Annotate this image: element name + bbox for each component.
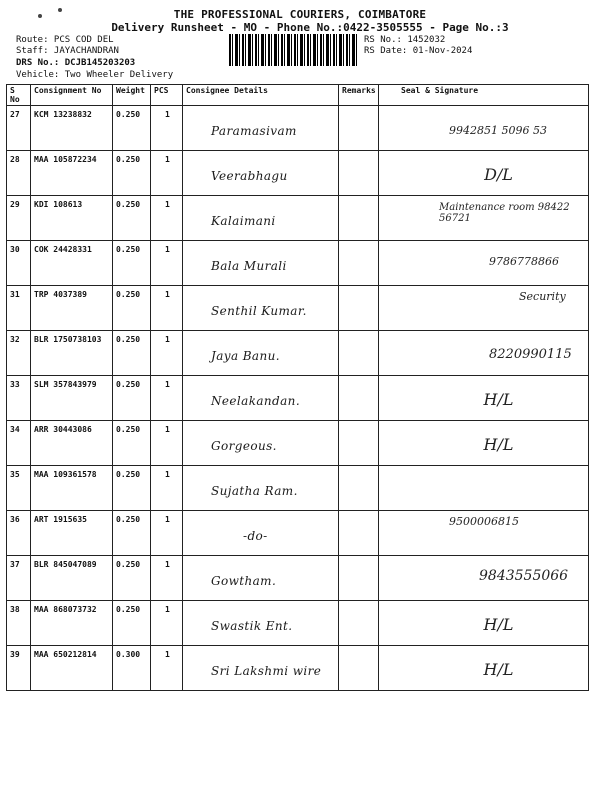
handwritten-signature: H/L bbox=[483, 435, 514, 454]
cell-pcs: 1 bbox=[151, 331, 183, 376]
cell-remarks bbox=[339, 511, 379, 556]
handwritten-name: Senthil Kumar. bbox=[211, 304, 307, 318]
cell-sno: 37 bbox=[7, 556, 31, 601]
cell-sno: 35 bbox=[7, 466, 31, 511]
cell-weight: 0.250 bbox=[113, 196, 151, 241]
cell-sno: 34 bbox=[7, 421, 31, 466]
cell-signature bbox=[379, 241, 589, 286]
cell-consignment: BLR 1750738103 bbox=[31, 331, 113, 376]
cell-sno: 39 bbox=[7, 646, 31, 691]
cell-consignee bbox=[183, 286, 339, 331]
handwritten-name: Bala Murali bbox=[211, 259, 287, 273]
cell-weight: 0.250 bbox=[113, 331, 151, 376]
handwritten-name: Swastik Ent. bbox=[211, 619, 293, 633]
cell-weight: 0.250 bbox=[113, 421, 151, 466]
handwritten-signature: 9786778866 bbox=[489, 255, 559, 268]
drs-text: DRS No.: DCJB145203203 bbox=[16, 58, 136, 68]
cell-consignee bbox=[183, 331, 339, 376]
cell-sno: 38 bbox=[7, 601, 31, 646]
cell-signature bbox=[379, 646, 589, 691]
col-pcs: PCS bbox=[151, 85, 183, 106]
cell-remarks bbox=[339, 196, 379, 241]
handwritten-name: Sujatha Ram. bbox=[211, 484, 298, 498]
handwritten-signature: H/L bbox=[483, 390, 514, 409]
cell-consignee bbox=[183, 646, 339, 691]
cell-signature bbox=[379, 466, 589, 511]
cell-pcs: 1 bbox=[151, 106, 183, 151]
cell-sno: 29 bbox=[7, 196, 31, 241]
cell-consignment: BLR 845047089 bbox=[31, 556, 113, 601]
cell-weight: 0.250 bbox=[113, 601, 151, 646]
cell-remarks bbox=[339, 331, 379, 376]
cell-pcs: 1 bbox=[151, 241, 183, 286]
table-row bbox=[7, 466, 589, 511]
cell-consignee bbox=[183, 466, 339, 511]
cell-pcs: 1 bbox=[151, 646, 183, 691]
cell-signature bbox=[379, 106, 589, 151]
cell-consignment: KCM 13238832 bbox=[31, 106, 113, 151]
table-header-row bbox=[7, 85, 589, 106]
handwritten-name: Gorgeous. bbox=[211, 439, 277, 453]
cell-weight: 0.250 bbox=[113, 286, 151, 331]
barcode bbox=[229, 34, 357, 66]
cell-consignment: SLM 357843979 bbox=[31, 376, 113, 421]
col-signature: Seal & Signature bbox=[379, 85, 589, 106]
cell-weight: 0.250 bbox=[113, 376, 151, 421]
cell-remarks bbox=[339, 556, 379, 601]
cell-signature bbox=[379, 511, 589, 556]
cell-consignee bbox=[183, 601, 339, 646]
cell-consignment: KDI 108613 bbox=[31, 196, 113, 241]
cell-pcs: 1 bbox=[151, 556, 183, 601]
cell-sno: 28 bbox=[7, 151, 31, 196]
handwritten-signature: 9843555066 bbox=[479, 568, 569, 584]
cell-pcs: 1 bbox=[151, 151, 183, 196]
cell-consignment: COK 24428331 bbox=[31, 241, 113, 286]
cell-consignee bbox=[183, 421, 339, 466]
cell-consignment: MAA 105872234 bbox=[31, 151, 113, 196]
col-weight: Weight bbox=[113, 85, 151, 106]
cell-remarks bbox=[339, 106, 379, 151]
cell-remarks bbox=[339, 241, 379, 286]
cell-signature bbox=[379, 556, 589, 601]
cell-pcs: 1 bbox=[151, 376, 183, 421]
cell-remarks bbox=[339, 376, 379, 421]
cell-pcs: 1 bbox=[151, 196, 183, 241]
handwritten-name: Jaya Banu. bbox=[211, 349, 280, 363]
col-remarks: Remarks bbox=[339, 85, 379, 106]
cell-consignment: MAA 650212814 bbox=[31, 646, 113, 691]
handwritten-name: -do- bbox=[243, 529, 268, 543]
cell-sno: 31 bbox=[7, 286, 31, 331]
handwritten-signature: Maintenance room 98422 56721 bbox=[439, 202, 570, 224]
cell-weight: 0.250 bbox=[113, 511, 151, 556]
cell-pcs: 1 bbox=[151, 421, 183, 466]
cell-signature bbox=[379, 421, 589, 466]
handwritten-signature: H/L bbox=[483, 660, 514, 679]
handwritten-signature: D/L bbox=[484, 165, 513, 184]
cell-pcs: 1 bbox=[151, 511, 183, 556]
cell-consignment: MAA 868073732 bbox=[31, 601, 113, 646]
rs-date-text: RS Date: 01-Nov-2024 bbox=[364, 46, 473, 56]
cell-consignee bbox=[183, 106, 339, 151]
table-row bbox=[7, 511, 589, 556]
cell-weight: 0.250 bbox=[113, 106, 151, 151]
cell-consignment: ARR 30443086 bbox=[31, 421, 113, 466]
cell-remarks bbox=[339, 601, 379, 646]
cell-weight: 0.250 bbox=[113, 466, 151, 511]
cell-sno: 27 bbox=[7, 106, 31, 151]
table-row bbox=[7, 151, 589, 196]
cell-sno: 33 bbox=[7, 376, 31, 421]
handwritten-name: Neelakandan. bbox=[211, 394, 301, 408]
cell-weight: 0.250 bbox=[113, 241, 151, 286]
handwritten-name: Sri Lakshmi wire bbox=[211, 664, 322, 678]
col-sno: S No bbox=[7, 85, 31, 106]
cell-consignee bbox=[183, 151, 339, 196]
table-row bbox=[7, 331, 589, 376]
cell-remarks bbox=[339, 421, 379, 466]
vehicle-text: Vehicle: Two Wheeler Delivery bbox=[16, 70, 174, 80]
cell-sno: 30 bbox=[7, 241, 31, 286]
cell-weight: 0.250 bbox=[113, 151, 151, 196]
cell-consignee bbox=[183, 376, 339, 421]
rs-no-text: RS No.: 1452032 bbox=[364, 35, 446, 45]
cell-sno: 32 bbox=[7, 331, 31, 376]
runsheet-table bbox=[6, 84, 589, 691]
cell-weight: 0.300 bbox=[113, 646, 151, 691]
table-row bbox=[7, 241, 589, 286]
table-row bbox=[7, 376, 589, 421]
cell-signature bbox=[379, 286, 589, 331]
cell-remarks bbox=[339, 646, 379, 691]
cell-consignment: TRP 4037389 bbox=[31, 286, 113, 331]
handwritten-name: Veerabhagu bbox=[211, 169, 288, 183]
table-row bbox=[7, 196, 589, 241]
cell-signature bbox=[379, 331, 589, 376]
table-row bbox=[7, 601, 589, 646]
cell-pcs: 1 bbox=[151, 601, 183, 646]
handwritten-signature: 9500006815 bbox=[449, 515, 519, 528]
col-consignment: Consignment No bbox=[31, 85, 113, 106]
handwritten-name: Kalaimani bbox=[211, 214, 276, 228]
runsheet-title: Delivery Runsheet - MO - Phone No.:0422-3505555 - Page No.:3 bbox=[111, 21, 509, 34]
company-title: THE PROFESSIONAL COURIERS, COIMBATORE bbox=[173, 8, 427, 21]
table-row bbox=[7, 106, 589, 151]
handwritten-signature: 9942851 5096 53 bbox=[449, 124, 547, 137]
table-row bbox=[7, 286, 589, 331]
table-row bbox=[7, 646, 589, 691]
handwritten-signature: H/L bbox=[483, 615, 514, 634]
cell-pcs: 1 bbox=[151, 466, 183, 511]
cell-signature bbox=[379, 601, 589, 646]
table-row bbox=[7, 421, 589, 466]
cell-consignee bbox=[183, 511, 339, 556]
cell-remarks bbox=[339, 286, 379, 331]
cell-consignee bbox=[183, 241, 339, 286]
cell-remarks bbox=[339, 466, 379, 511]
cell-pcs: 1 bbox=[151, 286, 183, 331]
route-text: Route: PCS COD DEL bbox=[16, 35, 114, 45]
cell-signature bbox=[379, 151, 589, 196]
handwritten-signature: 8220990115 bbox=[489, 347, 572, 362]
cell-remarks bbox=[339, 151, 379, 196]
handwritten-signature: Security bbox=[519, 290, 566, 303]
cell-consignment: MAA 109361578 bbox=[31, 466, 113, 511]
cell-consignment: ART 1915635 bbox=[31, 511, 113, 556]
handwritten-name: Gowtham. bbox=[211, 574, 277, 588]
cell-sno: 36 bbox=[7, 511, 31, 556]
cell-signature bbox=[379, 196, 589, 241]
col-consignee: Consignee Details bbox=[183, 85, 339, 106]
handwritten-name: Paramasivam bbox=[211, 124, 297, 138]
cell-consignee bbox=[183, 556, 339, 601]
cell-signature bbox=[379, 376, 589, 421]
handwritten-signature bbox=[379, 466, 588, 474]
cell-weight: 0.250 bbox=[113, 556, 151, 601]
staff-text: Staff: JAYACHANDRAN bbox=[16, 46, 119, 56]
cell-consignee bbox=[183, 196, 339, 241]
table-row bbox=[7, 556, 589, 601]
